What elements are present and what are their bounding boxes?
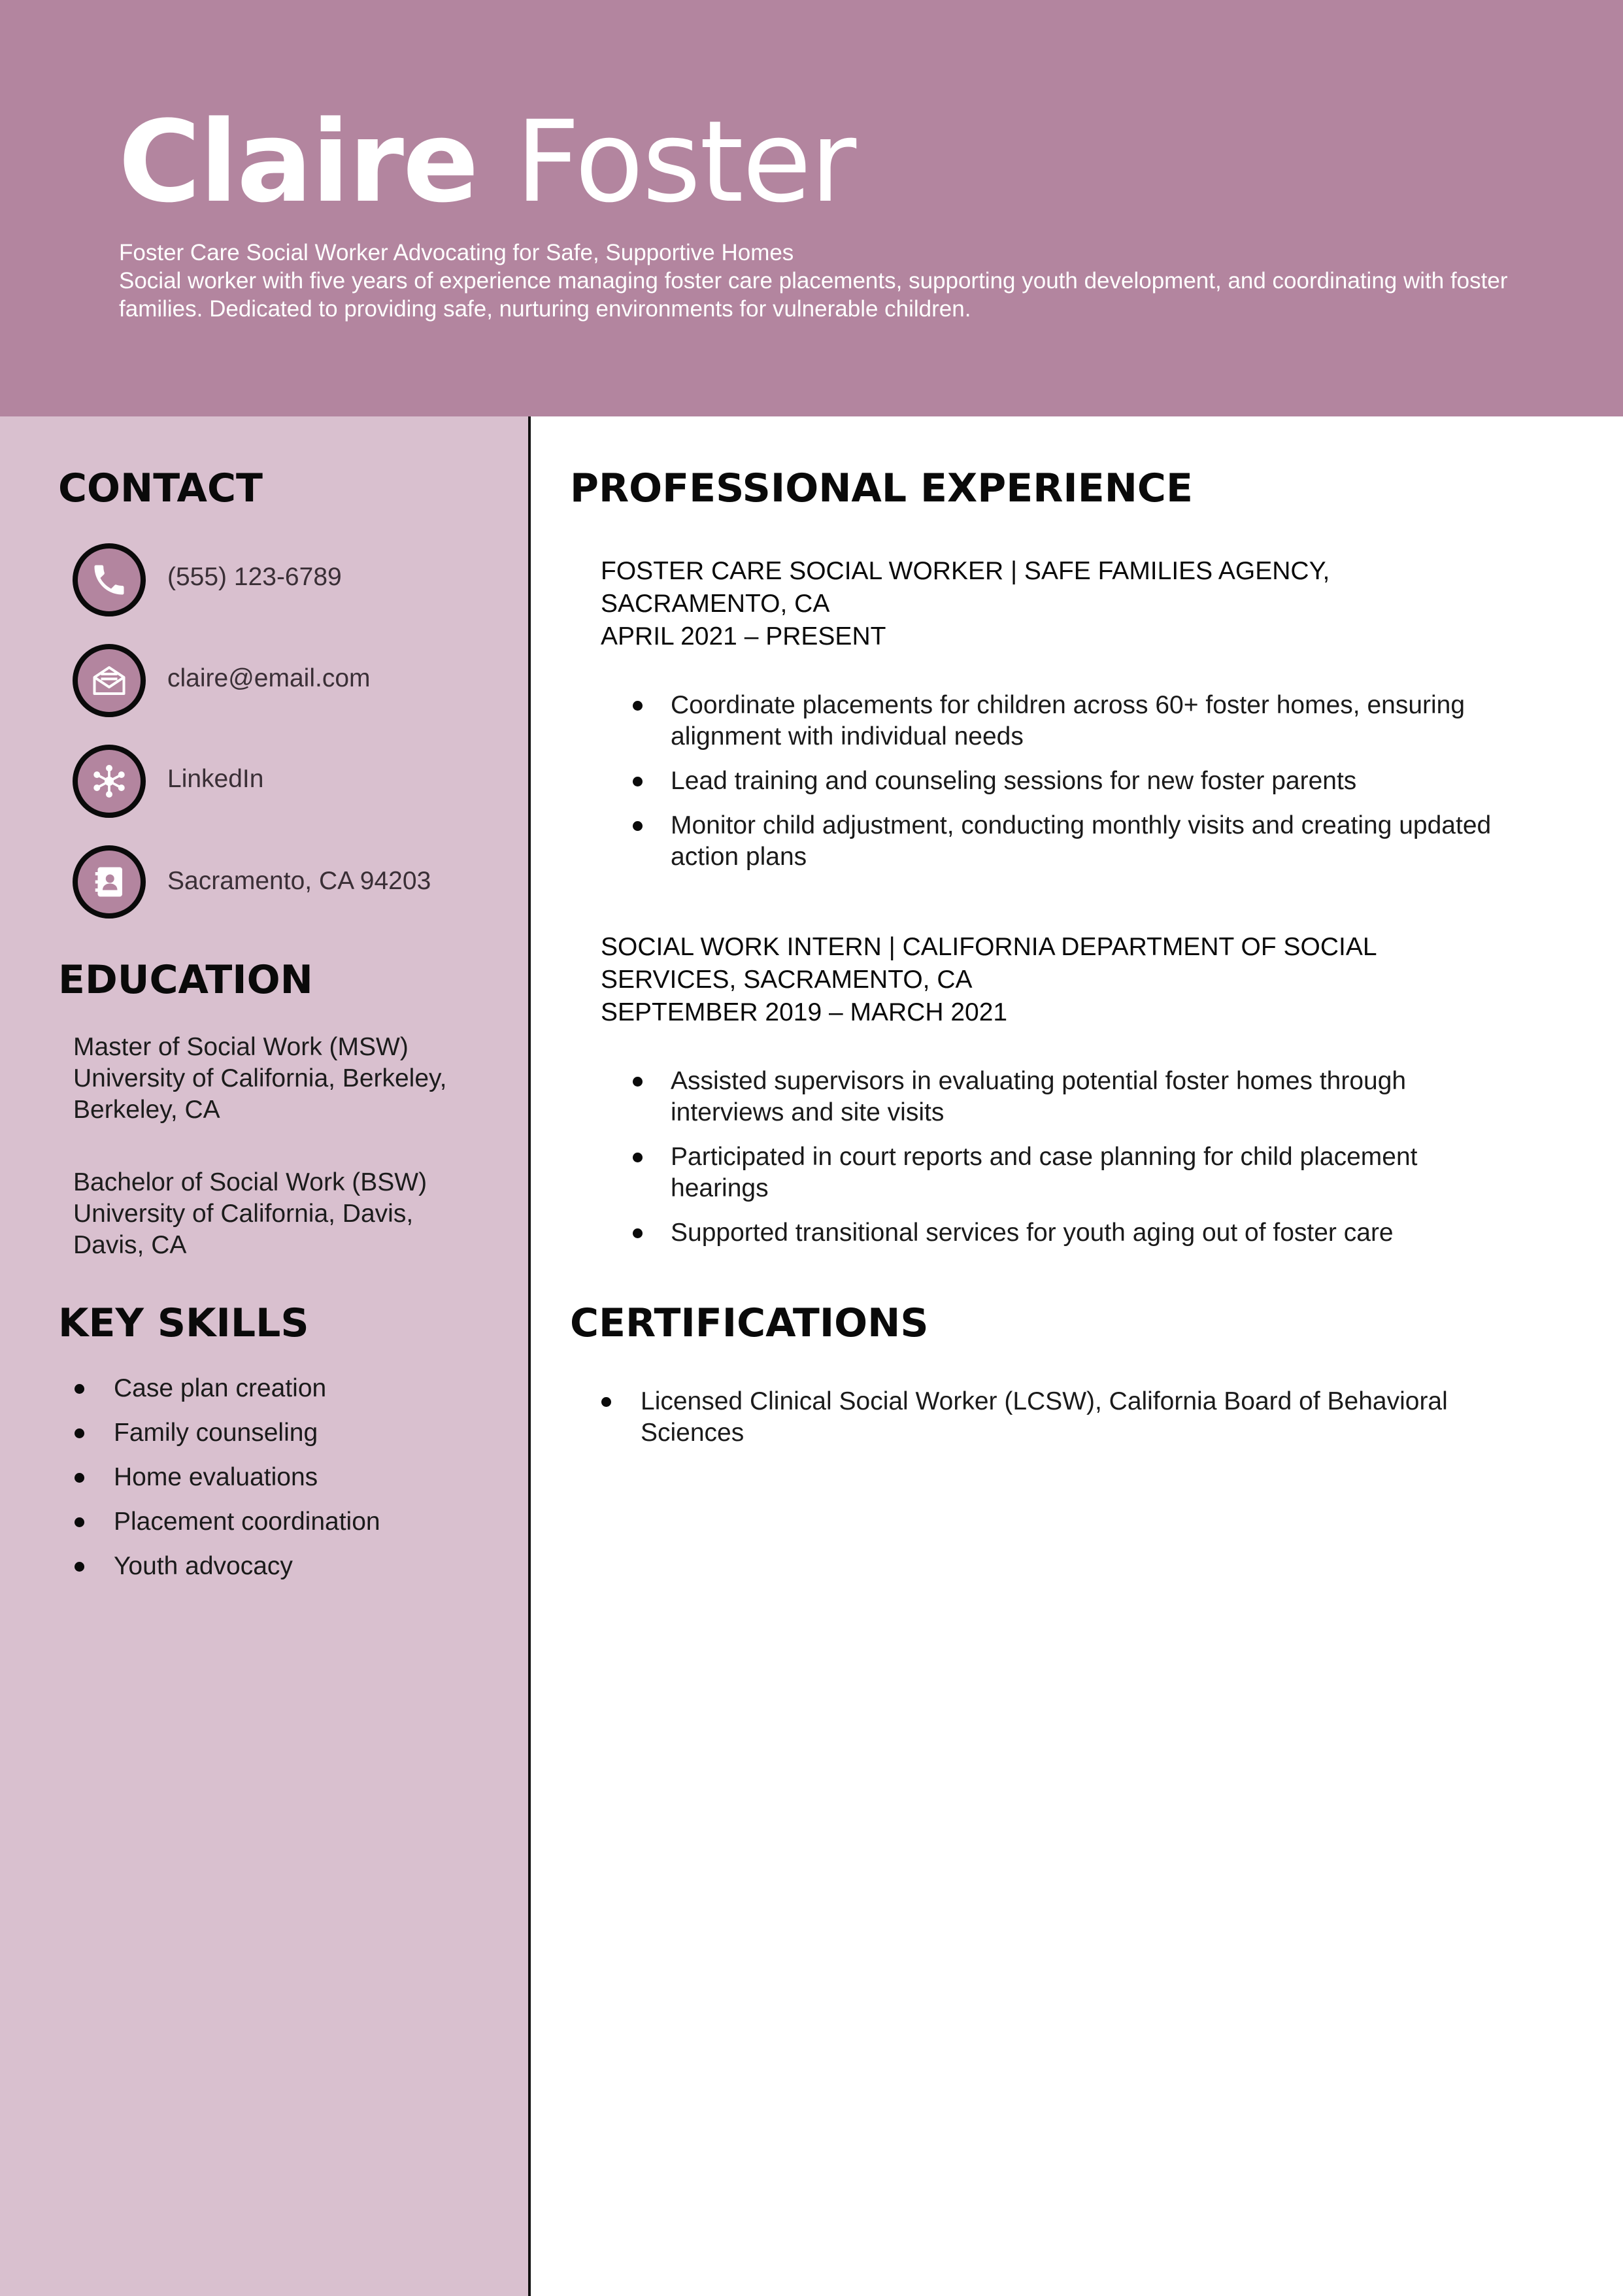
job-title: FOSTER CARE SOCIAL WORKER | SAFE FAMILIES AGENCY, SACRAMENTO, CA: [601, 557, 1330, 618]
education-location: Davis, CA: [73, 1231, 187, 1259]
contact-location: Sacramento, CA 94203: [167, 867, 431, 895]
last-name: Foster: [515, 96, 856, 228]
address-book-icon: [73, 845, 146, 919]
experience-title: PROFESSIONAL EXPERIENCE: [570, 465, 1193, 511]
first-name: Claire: [118, 96, 478, 228]
contact-email[interactable]: claire@email.com: [167, 664, 371, 692]
job-bullet: Participated in court reports and case planning for child placement hearings: [629, 1141, 1518, 1204]
job-title: SOCIAL WORK INTERN | CALIFORNIA DEPARTMENT OF SOCIAL SERVICES, SACRAMENTO, CA: [601, 933, 1377, 994]
skill-item: Placement coordination: [73, 1506, 505, 1538]
network-icon: [73, 745, 146, 818]
contact-phone[interactable]: (555) 123-6789: [167, 563, 342, 591]
contact-linkedin[interactable]: LinkedIn: [167, 765, 264, 793]
job-dates: SEPTEMBER 2019 – MARCH 2021: [601, 998, 1008, 1026]
contact-title: CONTACT: [58, 465, 263, 511]
education-location: Berkeley, CA: [73, 1096, 220, 1124]
certifications-list: [599, 1386, 1514, 1449]
education-school: University of California, Davis,: [73, 1200, 414, 1228]
education-degree: Bachelor of Social Work (BSW): [73, 1168, 427, 1196]
skills-title: KEY SKILLS: [58, 1300, 309, 1346]
job-dates: APRIL 2021 – PRESENT: [601, 622, 886, 650]
education-school: University of California, Berkeley,: [73, 1064, 447, 1092]
header-banner: [0, 0, 1623, 416]
job-bullets: [629, 1066, 1518, 1262]
certification-item: Licensed Clinical Social Worker (LCSW), California Board of Behavioral Sciences: [599, 1386, 1514, 1449]
skill-item: Youth advocacy: [73, 1551, 505, 1582]
column-divider: [528, 416, 531, 2296]
job-bullet: Monitor child adjustment, conducting monthly visits and creating updated action plans: [629, 810, 1518, 873]
summary: Social worker with five years of experience managing foster care placements, supporting youth development, and coordinating with foster families. Dedicated to providing safe, nurturing environments for vulnerable children.: [119, 268, 1508, 322]
candidate-name: [118, 84, 855, 241]
skill-item: Family counseling: [73, 1417, 505, 1449]
education-title: EDUCATION: [58, 957, 313, 1003]
education-entry: [73, 1167, 492, 1261]
email-icon: [73, 644, 146, 717]
skills-list: [73, 1373, 505, 1595]
education-degree: Master of Social Work (MSW): [73, 1033, 409, 1061]
job-bullet: Coordinate placements for children across 60+ foster homes, ensuring alignment with individual needs: [629, 690, 1518, 752]
job-bullet: Assisted supervisors in evaluating potential foster homes through interviews and site visits: [629, 1066, 1518, 1128]
job-bullet: Lead training and counseling sessions for new foster parents: [629, 766, 1518, 797]
job-bullet: Supported transitional services for youth aging out of foster care: [629, 1217, 1518, 1249]
headline: Foster Care Social Worker Advocating for Safe, Supportive Homes: [119, 240, 794, 265]
job-bullets: [629, 690, 1518, 886]
certifications-title: CERTIFICATIONS: [570, 1300, 929, 1346]
skill-item: Home evaluations: [73, 1462, 505, 1493]
skill-item: Case plan creation: [73, 1373, 505, 1404]
job-header: [601, 555, 1516, 653]
education-entry: [73, 1032, 492, 1126]
job-header: [601, 931, 1516, 1029]
phone-icon: [73, 543, 146, 616]
